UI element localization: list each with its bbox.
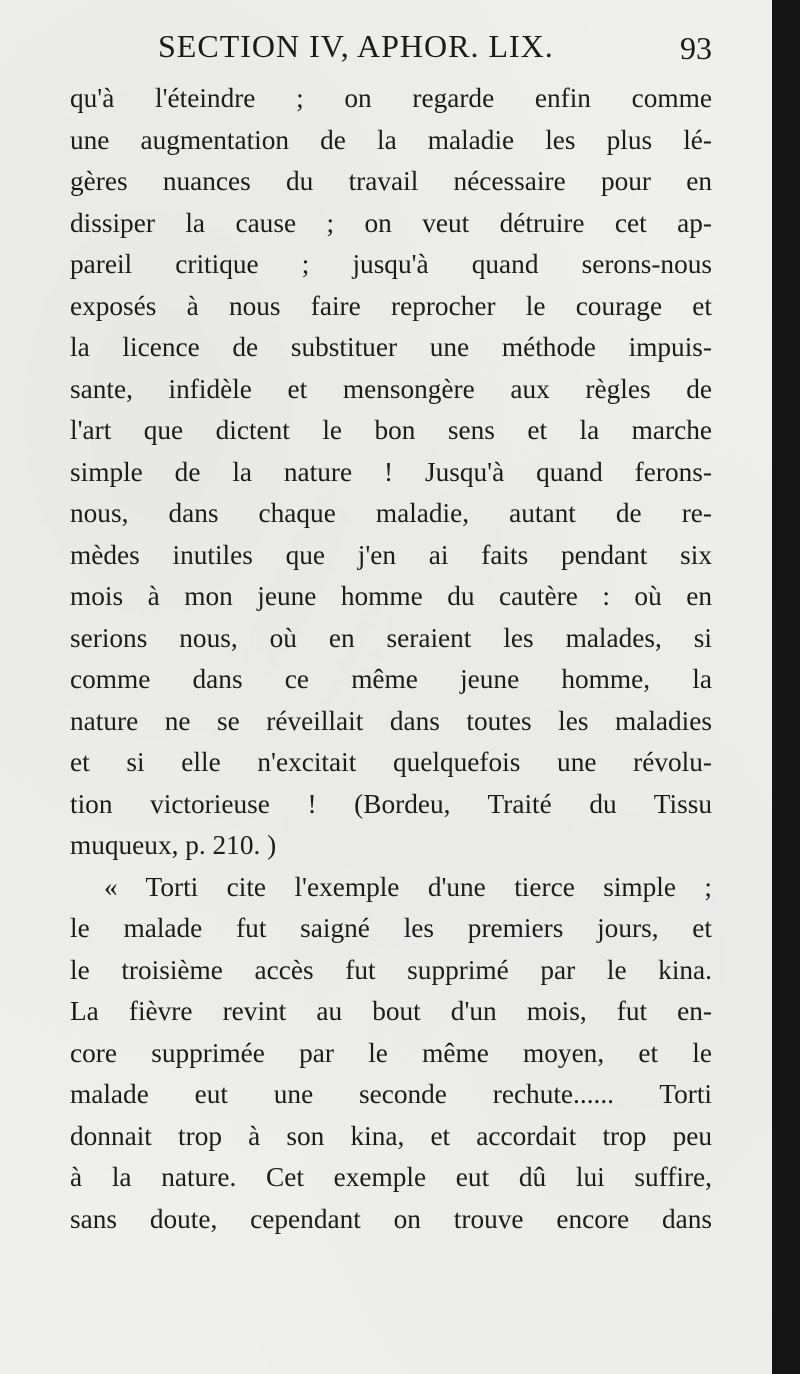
text-line: serions nous, où en seraient les malades, si [70,622,712,653]
text-line: sante, infidèle et mensongère aux règles de [70,373,712,404]
text-line: exposés à nous faire reprocher le courage et [70,290,712,321]
text-line-paragraph-end: muqueux, p. 210. ) [70,830,277,860]
body-text [70,78,712,1240]
text-line: pareil critique ; jusqu'à quand serons-nous [70,249,712,279]
text-line: mois à mon jeune homme du cautère : où en [70,581,712,611]
text-line: à la nature. Cet exemple eut dû lui suffire, [70,1162,712,1192]
page-edge-shadow [772,0,786,1374]
text-line: malade eut une seconde rechute...... Torti [70,1079,712,1109]
text-line: le troisième accès fut supprimé par le kina. [70,954,712,985]
text-line: simple de la nature ! Jusqu'à quand ferons- [70,456,712,487]
text-line: core supprimée par le même moyen, et le [70,1037,712,1068]
text-line: sans doute, cependant on trouve encore dans [70,1203,712,1234]
text-line-paragraph-start: « Torti cite l'exemple d'une tierce simple ; [104,871,712,902]
text-line: dissiper la cause ; on veut détruire cet ap- [70,207,712,238]
page-number: 93 [680,30,712,66]
text-line: mèdes inutiles que j'en ai faits pendant six [70,539,712,570]
text-line: l'art que dictent le bon sens et la marche [70,415,712,445]
text-line: qu'à l'éteindre ; on regarde enfin comme [70,83,712,113]
text-line: la licence de substituer une méthode impuis- [70,332,712,362]
text-line: La fièvre revint au bout d'un mois, fut en- [70,996,712,1026]
text-line: une augmentation de la maladie les plus lé- [70,124,712,155]
text-line: le malade fut saigné les premiers jours, et [70,913,712,943]
text-line: et si elle n'excitait quelquefois une révolu- [70,747,712,777]
running-head: SECTION IV, APHOR. LIX. [158,28,554,64]
text-line: gères nuances du travail nécessaire pour en [70,166,712,196]
text-line: tion victorieuse ! (Bordeu, Traité du Tissu [70,788,712,819]
text-line: nature ne se réveillait dans toutes les maladies [70,705,712,736]
page-header [70,22,712,72]
text-line: nous, dans chaque maladie, autant de re- [70,498,712,528]
text-line: comme dans ce même jeune homme, la [70,664,712,694]
text-line: donnait trop à son kina, et accordait trop peu [70,1120,712,1151]
